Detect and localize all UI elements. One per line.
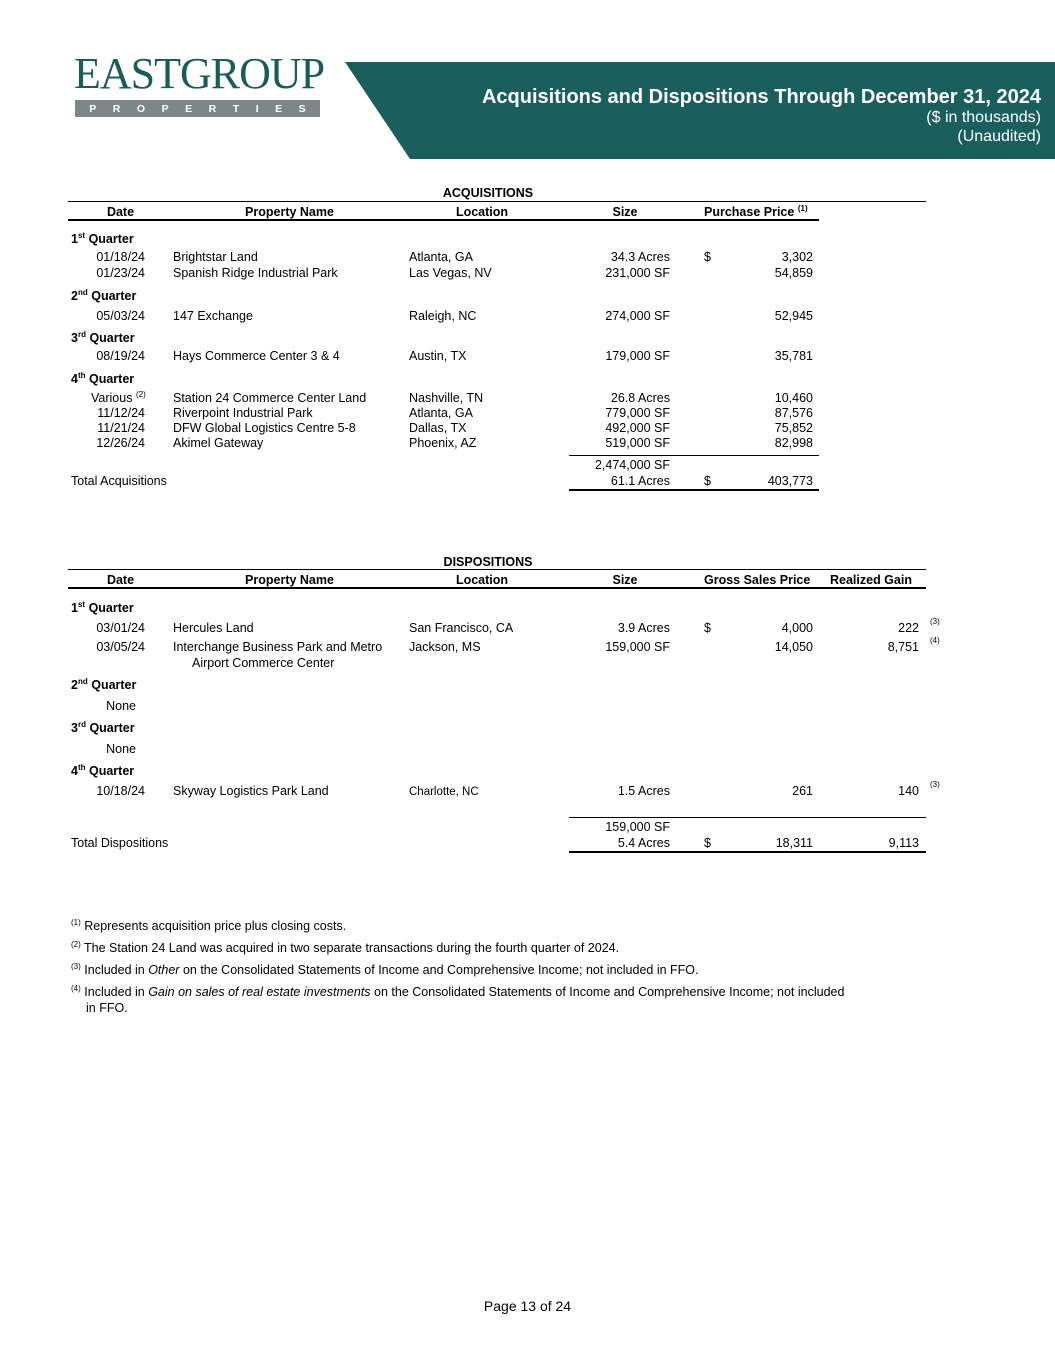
quarter-number: 1: [71, 601, 78, 615]
quarter-label: Quarter: [88, 232, 134, 246]
ordinal: th: [77, 762, 86, 772]
disp-size: 1.5 Acres: [617, 784, 670, 798]
logo-letter: O: [136, 102, 146, 115]
logo-letter: P: [161, 102, 169, 115]
footnote-text: on the Consolidated Statements of Income and Comprehensive Income; not included in FFO.: [179, 963, 699, 977]
logo-letter: P: [89, 102, 97, 115]
acq-price: 35,781: [774, 349, 813, 363]
acq-price: 75,852: [774, 421, 813, 435]
col-purchase-price: [704, 205, 808, 219]
acq-price: 10,460: [774, 391, 813, 405]
quarter-label: Quarter: [89, 721, 135, 735]
footnote-text: Represents acquisition price plus closing costs.: [84, 919, 347, 933]
divider: [569, 851, 926, 853]
acq-date: 05/03/24: [96, 309, 145, 323]
quarter-label: Quarter: [89, 331, 135, 345]
quarter-number: 3: [71, 721, 78, 735]
disp-price: 261: [792, 784, 813, 798]
acq-property: Station 24 Commerce Center Land: [173, 391, 367, 405]
acq-location: Nashville, TN: [409, 391, 484, 405]
acq-property: Brightstar Land: [173, 250, 258, 264]
logo-subtitle-bar: [75, 100, 320, 117]
quarter-label: Quarter: [91, 678, 137, 692]
footnote-4-line2: in FFO.: [86, 1001, 128, 1015]
footnote-mark: (1): [71, 917, 81, 927]
ordinal: st: [77, 599, 86, 609]
quarter-heading: [71, 372, 134, 386]
acq-date-text: Various: [91, 391, 133, 405]
none-label: None: [106, 699, 136, 713]
footnote-1: [71, 919, 346, 933]
acq-size: 231,000 SF: [605, 266, 670, 280]
logo-letter: T: [232, 102, 240, 115]
disp-location: San Francisco, CA: [409, 621, 514, 635]
footnote-text: Included in: [84, 963, 149, 977]
acq-price: 82,998: [774, 436, 813, 450]
total-purchase-price: 403,773: [767, 474, 813, 488]
footnote-emphasis: Gain on sales of real estate investments: [148, 985, 371, 999]
acq-property: DFW Global Logistics Centre 5-8: [173, 421, 356, 435]
quarter-number: 2: [71, 289, 78, 303]
quarter-heading: [71, 289, 136, 303]
footnote-ref: (3): [930, 780, 940, 789]
acq-property: 147 Exchange: [173, 309, 253, 323]
total-size-acres: 61.1 Acres: [610, 474, 670, 488]
disp-size: 159,000 SF: [605, 640, 670, 654]
disp-gain: 222: [898, 621, 919, 635]
acq-location: Raleigh, NC: [409, 309, 477, 323]
acq-size: 519,000 SF: [605, 436, 670, 450]
dollar-sign: $: [704, 474, 711, 488]
ordinal: rd: [77, 329, 86, 339]
acq-location: Austin, TX: [409, 349, 467, 363]
footnote-2: [71, 941, 619, 955]
footnote-4: [71, 985, 844, 999]
acq-size: 179,000 SF: [605, 349, 670, 363]
disp-gain: 8,751: [887, 640, 919, 654]
ordinal: rd: [77, 719, 86, 729]
total-acquisitions-label: Total Acquisitions: [71, 474, 167, 488]
acq-size: 492,000 SF: [605, 421, 670, 435]
footnote-ref: (4): [930, 636, 940, 645]
acq-size: 34.3 Acres: [610, 250, 670, 264]
disp-date: 03/01/24: [96, 621, 145, 635]
page-number: Page 13 of 24: [483, 1298, 572, 1314]
quarter-heading: [71, 678, 136, 692]
acq-date: 12/26/24: [96, 436, 145, 450]
unaudited-note: (Unaudited): [957, 128, 1041, 145]
quarter-label: Quarter: [88, 601, 134, 615]
footnote-mark: (3): [71, 961, 81, 971]
quarter-number: 4: [71, 764, 78, 778]
none-label: None: [106, 742, 136, 756]
divider: [569, 489, 819, 491]
total-size-acres: 5.4 Acres: [617, 836, 670, 850]
disp-size: 3.9 Acres: [617, 621, 670, 635]
disp-date: 10/18/24: [96, 784, 145, 798]
disp-property: Hercules Land: [173, 621, 254, 635]
divider: [68, 569, 926, 570]
total-dispositions-label: Total Dispositions: [71, 836, 169, 850]
total-gross-sales-price: 18,311: [775, 836, 813, 850]
acq-property: Spanish Ridge Industrial Park: [173, 266, 338, 280]
disp-location: Jackson, MS: [409, 640, 481, 654]
acq-location: Atlanta, GA: [409, 250, 473, 264]
acq-property: Akimel Gateway: [173, 436, 264, 450]
acq-location: Phoenix, AZ: [409, 436, 477, 450]
logo-letter: R: [208, 102, 217, 115]
acq-price: 87,576: [774, 406, 813, 420]
logo-letter: E: [275, 102, 283, 115]
col-purchase-price-label: Purchase Price: [704, 205, 795, 219]
acq-date: 01/18/24: [96, 250, 145, 264]
acq-location: Las Vegas, NV: [409, 266, 492, 280]
footnote-ref: (1): [797, 203, 808, 213]
quarter-label: Quarter: [91, 289, 137, 303]
ordinal: nd: [77, 287, 88, 297]
col-property: Property Name: [245, 573, 334, 587]
acq-property: Hays Commerce Center 3 & 4: [173, 349, 340, 363]
quarter-number: 1: [71, 232, 78, 246]
acq-date: [91, 391, 146, 405]
total-realized-gain: 9,113: [888, 836, 919, 850]
divider: [569, 817, 926, 818]
disp-price: 4,000: [781, 621, 813, 635]
quarter-number: 2: [71, 678, 78, 692]
acq-date: 11/12/24: [97, 406, 145, 420]
col-location: Location: [455, 573, 509, 587]
dollar-sign: $: [704, 836, 711, 850]
divider: [68, 587, 926, 589]
logo-letter: I: [255, 102, 259, 115]
disp-property: Interchange Business Park and Metro: [173, 640, 383, 654]
disp-location: Charlotte, NC: [409, 786, 479, 798]
ordinal: th: [77, 370, 86, 380]
acq-property: Riverpoint Industrial Park: [173, 406, 313, 420]
footnote-mark: (4): [71, 983, 81, 993]
col-date: Date: [106, 205, 135, 219]
ordinal: nd: [77, 676, 88, 686]
units-note: ($ in thousands): [926, 109, 1041, 126]
footnote-mark: (2): [71, 939, 81, 949]
acq-price: 54,859: [774, 266, 813, 280]
col-size: Size: [612, 573, 638, 587]
footnote-emphasis: Other: [148, 963, 180, 977]
acq-size: 26.8 Acres: [610, 391, 670, 405]
quarter-heading: [71, 232, 134, 246]
disp-price: 14,050: [774, 640, 813, 654]
footnote-ref: (2): [135, 389, 146, 399]
col-location: Location: [455, 205, 509, 219]
footnote-ref: (3): [930, 617, 940, 626]
acq-date: 08/19/24: [96, 349, 145, 363]
quarter-number: 3: [71, 331, 78, 345]
quarter-heading: [71, 764, 134, 778]
disp-property: Skyway Logistics Park Land: [173, 784, 329, 798]
col-realized-gain: Realized Gain: [830, 573, 912, 587]
quarter-label: Quarter: [89, 764, 135, 778]
acquisitions-title: ACQUISITIONS: [442, 186, 534, 200]
total-size-sf: 159,000 SF: [605, 820, 670, 834]
col-size: Size: [612, 205, 638, 219]
divider: [68, 219, 819, 221]
footnote-3: [71, 963, 699, 977]
page-title: Acquisitions and Dispositions Through December 31, 2024: [481, 86, 1041, 108]
acq-location: Atlanta, GA: [409, 406, 473, 420]
ordinal: st: [77, 230, 86, 240]
acq-size: 274,000 SF: [605, 309, 670, 323]
acq-price: 3,302: [781, 250, 813, 264]
dollar-sign: $: [704, 250, 711, 264]
quarter-heading: [71, 721, 135, 735]
footnote-text: The Station 24 Land was acquired in two separate transactions during the fourth quarter of 2024.: [84, 941, 620, 955]
disp-date: 03/05/24: [96, 640, 145, 654]
dispositions-title: DISPOSITIONS: [443, 555, 533, 569]
col-property: Property Name: [245, 205, 334, 219]
logo-letter: E: [185, 102, 193, 115]
quarter-label: Quarter: [89, 372, 135, 386]
acq-price: 52,945: [774, 309, 813, 323]
footnote-text: Included in: [84, 985, 149, 999]
col-date: Date: [106, 573, 135, 587]
company-logo: EASTGROUP: [74, 49, 325, 98]
quarter-heading: [71, 331, 135, 345]
total-size-sf: 2,474,000 SF: [594, 458, 670, 472]
logo-letter: R: [112, 102, 121, 115]
logo-letter: S: [298, 102, 306, 115]
disp-property-line2: Airport Commerce Center: [192, 656, 335, 670]
quarter-heading: [71, 601, 134, 615]
disp-gain: 140: [898, 784, 919, 798]
divider: [68, 201, 926, 202]
dollar-sign: $: [704, 621, 711, 635]
quarter-number: 4: [71, 372, 78, 386]
acq-location: Dallas, TX: [409, 421, 467, 435]
divider: [569, 455, 819, 456]
acq-date: 01/23/24: [96, 266, 145, 280]
col-gross-sales-price: Gross Sales Price: [704, 573, 811, 587]
acq-size: 779,000 SF: [605, 406, 670, 420]
footnote-text: on the Consolidated Statements of Income and Comprehensive Income; not included: [370, 985, 845, 999]
acq-date: 11/21/24: [97, 421, 145, 435]
